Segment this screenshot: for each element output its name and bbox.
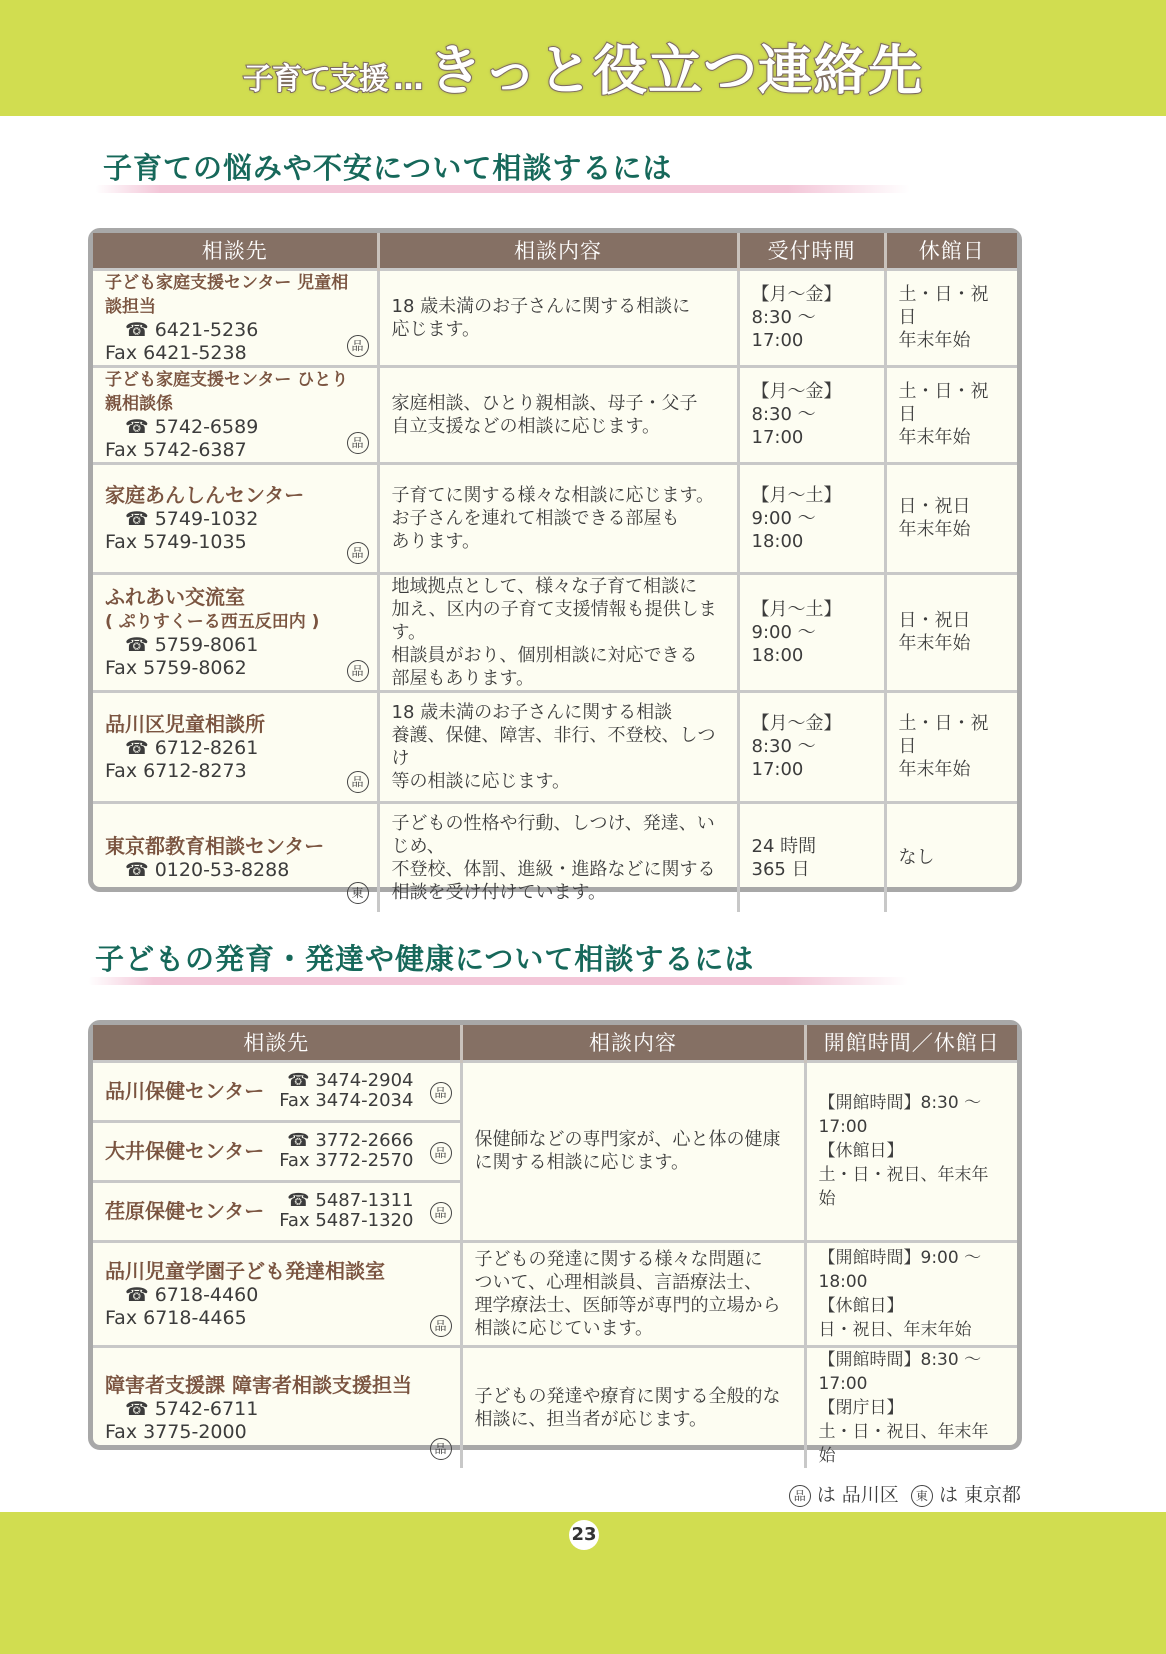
contact-cell xyxy=(93,366,378,463)
shinagawa-mark-icon: 品 xyxy=(347,771,369,793)
closed-line: 日・祝日 xyxy=(898,610,971,631)
tokyo-mark-icon: 東 xyxy=(911,1485,933,1507)
shinagawa-mark-icon: 品 xyxy=(347,432,369,454)
content-line: に関する相談に応じます。 xyxy=(474,1152,690,1173)
phone-number xyxy=(105,319,365,342)
shinagawa-mark-icon: 品 xyxy=(347,335,369,357)
hours-line: 365 日 xyxy=(751,858,810,880)
closed-cell xyxy=(885,802,1017,912)
phone-text: 0120-53-8288 xyxy=(154,859,290,882)
phone-text: 6712-8261 xyxy=(154,736,259,759)
heading-underline xyxy=(95,185,910,193)
hours-line: 8:30 ～ 17:00 xyxy=(751,307,816,351)
content-cell xyxy=(378,366,738,463)
phone-number xyxy=(279,1131,413,1151)
phone-text: 5759-8061 xyxy=(154,634,259,656)
contact-numbers xyxy=(279,1131,413,1171)
phone-text: 5487-1311 xyxy=(315,1190,414,1211)
content-line: ついて、心理相談員、言語療法士、 xyxy=(474,1271,763,1293)
hours-cell xyxy=(738,269,885,366)
phone-text: 3772-2666 xyxy=(315,1130,414,1151)
content-cell xyxy=(461,1346,805,1468)
content-line: 加え、区内の子育て支援情報も提供します。 xyxy=(391,598,717,643)
phone-icon: ☎ xyxy=(287,1190,310,1211)
contact-name: 品川児童学園子ども発達相談室 xyxy=(105,1258,385,1283)
contact-name: 荏原保健センター xyxy=(105,1199,265,1223)
closed-line: 土・日・祝日 xyxy=(898,713,989,757)
phone-icon: ☎ xyxy=(125,1397,149,1420)
content-line: 保健師などの専門家が、心と体の健康 xyxy=(474,1129,781,1150)
center-contact xyxy=(105,1071,448,1111)
phone-text: 5749-1032 xyxy=(154,508,259,530)
phone-number xyxy=(105,1284,448,1307)
table-row xyxy=(93,463,1017,573)
tokyo-mark-icon: 東 xyxy=(347,882,369,904)
fax-number: Fax 6718-4465 xyxy=(105,1306,247,1329)
hours-line: 【月～金】 xyxy=(751,284,842,305)
hours-line: 24 時間 xyxy=(751,835,817,857)
hours-line: 【月～金】 xyxy=(751,381,842,402)
hours-line: 日・祝日、年末年始 xyxy=(818,1319,972,1340)
fax-number: Fax 3775-2000 xyxy=(105,1420,247,1443)
phone-text: 5742-6589 xyxy=(154,415,259,438)
title-main: きっと役立つ連絡先 xyxy=(428,39,924,102)
hours-line: 8:30 ～ 17:00 xyxy=(751,404,816,448)
hours-cell xyxy=(738,573,885,691)
content-cell xyxy=(378,269,738,366)
center-contact xyxy=(105,1131,448,1171)
hours-cell xyxy=(805,1346,1017,1468)
hours-cell xyxy=(738,802,885,912)
section2-heading: 子どもの発育・発達や健康について相談するには xyxy=(95,942,755,976)
content-line: 部屋もあります。 xyxy=(391,667,535,689)
phone-text: 3474-2904 xyxy=(315,1070,414,1091)
content-cell xyxy=(378,573,738,691)
content-cell xyxy=(378,463,738,573)
hours-line: 【休館日】 xyxy=(818,1141,904,1161)
phone-icon: ☎ xyxy=(287,1070,310,1091)
content-cell xyxy=(378,802,738,912)
closed-line: 土・日・祝日 xyxy=(898,381,989,425)
content-line: 応じます。 xyxy=(391,318,481,340)
hours-line: 9:00 ～ 18:00 xyxy=(751,621,816,666)
center-contact xyxy=(105,1191,448,1231)
title-dots: … xyxy=(393,62,423,97)
contact-name: 障害者支援課 障害者相談支援担当 xyxy=(105,1372,412,1397)
phone-number xyxy=(279,1191,413,1211)
phone-number xyxy=(105,737,365,760)
fax-number: Fax 3772-2570 xyxy=(279,1150,414,1171)
hours-line: 【開館時間】8:30 ～ 17:00 xyxy=(818,1349,982,1394)
hours-line: 【開館時間】9:00 ～ 18:00 xyxy=(818,1247,982,1292)
column-header: 相談先 xyxy=(93,233,378,269)
phone-icon: ☎ xyxy=(125,1283,149,1306)
hours-line: 【月～金】 xyxy=(751,713,842,734)
phone-icon: ☎ xyxy=(125,736,149,759)
heading-underline xyxy=(88,977,908,985)
content-line: 相談に応じています。 xyxy=(474,1317,654,1339)
content-line: 相談員がおり、個別相談に対応できる xyxy=(391,644,698,666)
content-line: 等の相談に応じます。 xyxy=(391,770,571,792)
contact-cell xyxy=(93,1121,461,1181)
phone-number xyxy=(105,1398,448,1421)
contact-cell xyxy=(93,269,378,366)
phone-number xyxy=(279,1071,413,1091)
content-line: 子どもの性格や行動、しつけ、発達、いじめ、 xyxy=(391,812,715,857)
closed-line: 年末年始 xyxy=(898,633,971,654)
phone-number xyxy=(105,508,365,531)
phone-icon: ☎ xyxy=(125,318,149,341)
shinagawa-mark-icon: 品 xyxy=(347,542,369,564)
closed-line: 日・祝日 xyxy=(898,496,971,517)
closed-cell xyxy=(885,691,1017,802)
legend-text: は 品川区 xyxy=(816,1484,899,1506)
development-table xyxy=(88,1020,1022,1466)
hours-line: 土・日・祝日、年末年始 xyxy=(818,1421,989,1466)
closed-line: 土・日・祝日 xyxy=(898,284,989,328)
closed-line: 年末年始 xyxy=(898,330,971,351)
contact-cell xyxy=(93,463,378,573)
contact-name: 家庭あんしんセンター xyxy=(105,483,305,507)
hours-line: 土・日・祝日、年末年始 xyxy=(818,1165,989,1209)
column-header: 相談内容 xyxy=(461,1025,805,1061)
content-line: 相談に、担当者が応じます。 xyxy=(474,1408,708,1430)
content-line: 18 歳未満のお子さんに関する相談に xyxy=(391,295,691,317)
shinagawa-mark-icon: 品 xyxy=(430,1438,452,1460)
hours-line: 【月～土】 xyxy=(751,484,842,506)
fax-number: Fax 6421-5238 xyxy=(105,341,247,364)
content-line: 子どもの発達や療育に関する全般的な xyxy=(474,1385,781,1407)
phone-icon: ☎ xyxy=(125,415,149,438)
contact-name: 品川区児童相談所 xyxy=(105,711,265,736)
contact-cell xyxy=(93,802,378,912)
hours-line: 【開館時間】8:30 ～ 17:00 xyxy=(818,1093,982,1137)
phone-icon: ☎ xyxy=(125,859,149,882)
contact-cell xyxy=(93,691,378,802)
content-line: あります。 xyxy=(391,530,481,552)
content-line: 不登校、体罰、進級・進路などに関する xyxy=(391,858,716,880)
hours-line: 9:00 ～ 18:00 xyxy=(751,507,816,552)
closed-line: 年末年始 xyxy=(898,759,971,780)
hours-line: 【休館日】 xyxy=(818,1295,904,1316)
content-cell xyxy=(461,1241,805,1346)
hours-cell xyxy=(738,366,885,463)
phone-icon: ☎ xyxy=(287,1130,310,1151)
shinagawa-mark-icon: 品 xyxy=(430,1315,452,1337)
table-row xyxy=(93,573,1017,691)
hours-line: 8:30 ～ 17:00 xyxy=(751,736,816,780)
content-line: 相談を受け付けています。 xyxy=(391,881,607,903)
hours-cell xyxy=(738,463,885,573)
table-row xyxy=(93,691,1017,802)
page-number: 23 xyxy=(569,1520,599,1550)
fax-number: Fax 5749-1035 xyxy=(105,531,247,553)
hours-line: 【閉庁日】 xyxy=(818,1397,904,1418)
fax-number: Fax 5487-1320 xyxy=(279,1210,414,1231)
contact-cell xyxy=(93,573,378,691)
table-row xyxy=(93,802,1017,912)
contact-name: 東京都教育相談センター xyxy=(105,834,325,859)
table-row xyxy=(93,1346,1017,1468)
shinagawa-mark-icon: 品 xyxy=(789,1485,811,1507)
phone-number xyxy=(105,416,365,439)
column-header: 受付時間 xyxy=(738,233,885,269)
hours-cell xyxy=(738,691,885,802)
phone-icon: ☎ xyxy=(125,508,149,530)
contact-name: 品川保健センター xyxy=(105,1079,265,1103)
closed-line: 年末年始 xyxy=(898,427,971,448)
shinagawa-mark-icon: 品 xyxy=(347,660,369,682)
consultation-table xyxy=(88,228,1022,903)
fax-number: Fax 6712-8273 xyxy=(105,759,247,782)
contact-cell xyxy=(93,1346,461,1468)
shinagawa-mark-icon: 品 xyxy=(430,1082,452,1104)
shinagawa-mark-icon: 品 xyxy=(430,1202,452,1224)
contact-subname: ( ぷりすくーる西五反田内 ) xyxy=(105,612,320,632)
content-line: 自立支援などの相談に応じます。 xyxy=(391,415,661,437)
table-row xyxy=(93,366,1017,463)
contact-cell xyxy=(93,1241,461,1346)
content-line: 18 歳未満のお子さんに関する相談 xyxy=(391,701,673,723)
closed-cell xyxy=(885,573,1017,691)
section1-heading: 子育ての悩みや不安について相談するには xyxy=(103,151,673,185)
content-line: 子育てに関する様々な相談に応じます。 xyxy=(391,484,715,506)
legend xyxy=(789,1480,1021,1507)
contact-name: 子ども家庭支援センター ひとり親相談係 xyxy=(105,369,349,414)
shinagawa-mark-icon: 品 xyxy=(430,1142,452,1164)
contact-numbers xyxy=(279,1071,413,1111)
contact-cell xyxy=(93,1181,461,1241)
content-line: 理学療法士、医師等が専門的立場から xyxy=(474,1294,781,1316)
content-line: 地域拠点として、様々な子育て相談に xyxy=(391,575,698,597)
closed-cell xyxy=(885,463,1017,573)
closed-cell xyxy=(885,269,1017,366)
legend-text: は 東京都 xyxy=(938,1484,1021,1506)
contact-numbers xyxy=(279,1191,413,1231)
content-cell xyxy=(461,1061,805,1241)
contact-name: 子ども家庭支援センター 児童相談担当 xyxy=(105,272,349,317)
table-row xyxy=(93,1241,1017,1346)
phone-text: 5742-6711 xyxy=(154,1397,259,1420)
contact-name: ふれあい交流室 xyxy=(105,585,245,609)
hours-cell xyxy=(805,1241,1017,1346)
content-line: 養護、保健、障害、非行、不登校、しつけ xyxy=(391,724,716,769)
phone-icon: ☎ xyxy=(125,634,149,656)
column-header: 相談内容 xyxy=(378,233,738,269)
column-header: 相談先 xyxy=(93,1025,461,1061)
column-header: 休館日 xyxy=(885,233,1017,269)
content-line: お子さんを連れて相談できる部屋も xyxy=(391,507,680,529)
contact-cell xyxy=(93,1061,461,1121)
closed-line: なし xyxy=(898,847,935,869)
hours-line: 【月～土】 xyxy=(751,598,842,620)
phone-text: 6421-5236 xyxy=(154,318,259,341)
content-line: 子どもの発達に関する様々な問題に xyxy=(474,1248,763,1270)
phone-number xyxy=(105,634,365,657)
phone-text: 6718-4460 xyxy=(154,1283,259,1306)
closed-cell xyxy=(885,366,1017,463)
hours-cell xyxy=(805,1061,1017,1241)
title-prefix: 子育て支援 xyxy=(242,62,388,97)
page-title xyxy=(0,28,1166,105)
content-cell xyxy=(378,691,738,802)
phone-number xyxy=(105,859,365,882)
closed-line: 年末年始 xyxy=(898,519,971,540)
fax-number: Fax 3474-2034 xyxy=(279,1090,414,1111)
table-row xyxy=(93,1061,1017,1121)
contact-name: 大井保健センター xyxy=(105,1139,265,1163)
fax-number: Fax 5759-8062 xyxy=(105,657,247,679)
column-header: 開館時間／休館日 xyxy=(805,1025,1017,1061)
fax-number: Fax 5742-6387 xyxy=(105,438,247,461)
content-line: 家庭相談、ひとり親相談、母子・父子 xyxy=(391,392,698,414)
table-row xyxy=(93,269,1017,366)
